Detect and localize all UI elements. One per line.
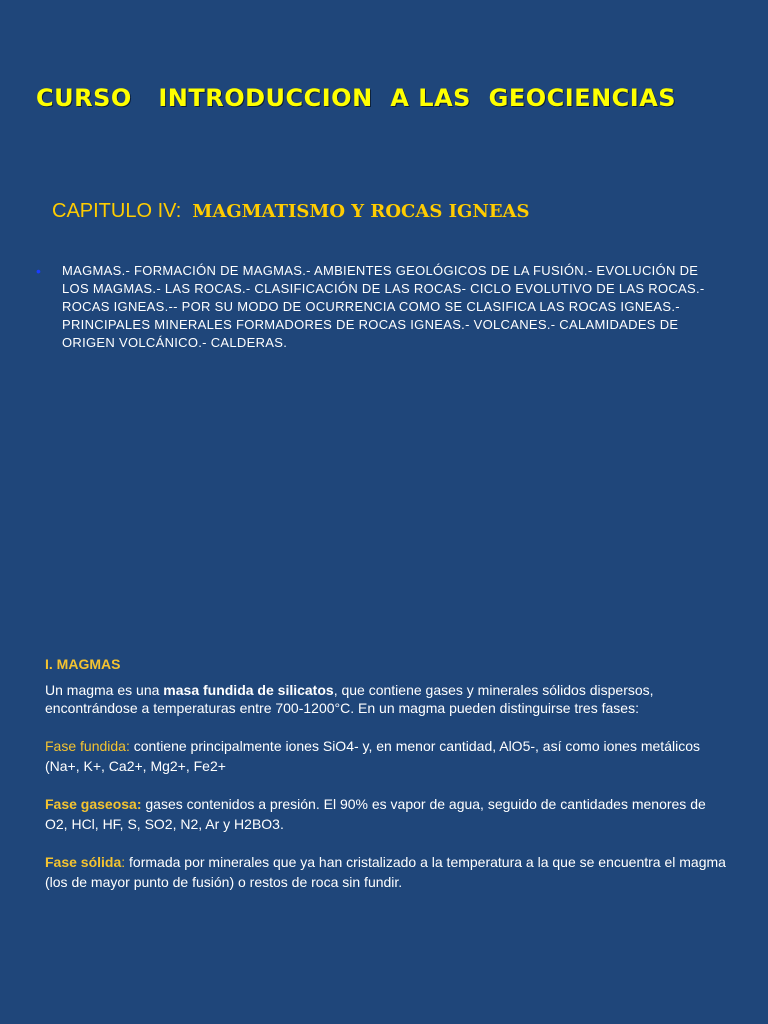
fase-solida (45, 853, 735, 891)
fase-fundida (45, 737, 735, 775)
topics-list (36, 262, 726, 352)
intro-text-start: Un magma es una (45, 682, 164, 698)
fase-fundida-ions: (Na+, K+, Ca2+, Mg2+, Fe2+ (45, 758, 226, 774)
bullet-icon: • (36, 263, 41, 279)
chapter-name: MAGMATISMO Y ROCAS IGNEAS (192, 201, 530, 222)
magma-intro (45, 681, 735, 717)
chapter-heading (52, 200, 530, 223)
intro-text-end: , que contiene gases y minerales sólidos dispersos, encontrándose a temperaturas entre 700-1200°C. En un magma pueden distinguirse tres fases: (45, 682, 654, 716)
course-title: CURSO INTRODUCCION A LAS GEOCIENCIAS (36, 84, 677, 112)
magmas-section (45, 655, 735, 911)
topics-text: MAGMAS.- FORMACIÓN DE MAGMAS.- AMBIENTES GEOLÓGICOS DE LA FUSIÓN.- EVOLUCIÓN DE LOS MAGMAS.- LAS ROCAS.- CLASIFICACIÓN DE LAS ROCAS- CICLO EVOLUTIVO DE LAS ROCAS.- ROCAS IGNEAS.-- POR SU MODO DE OCURRENCIA COMO SE CLASIFICA LAS ROCAS IGNEAS.- PRINCIPALES MINERALES FORMADORES DE ROCAS IGNEAS.- VOLCANES.- CALAMIDADES DE ORIGEN VOLCÁNICO.- CALDERAS. (62, 263, 705, 350)
fase-solida-text: formada por minerales que ya han cristalizado a la temperatura a la que se encuentra el magma (125, 854, 726, 870)
fase-gaseosa-text: gases contenidos a presión. El 90% es vapor de agua, seguido de cantidades menores de (141, 796, 706, 812)
chapter-label: CAPITULO IV: (52, 200, 182, 222)
fase-gaseosa-label: Fase gaseosa: (45, 796, 142, 812)
section-heading: I. MAGMAS (45, 656, 121, 672)
fase-solida-label: Fase sólida (45, 854, 122, 870)
fase-fundida-colon: : (125, 738, 130, 754)
fase-fundida-label: Fase fundida (45, 738, 126, 754)
fase-gaseosa (45, 795, 735, 833)
intro-bold: masa fundida de silicatos (163, 682, 334, 698)
fase-gaseosa-gases: O2, HCl, HF, S, SO2, N2, Ar y H2BO3. (45, 816, 284, 832)
fase-solida-colon: : (121, 854, 126, 870)
fase-solida-detail: (los de mayor punto de fusión) o restos de roca sin fundir. (45, 874, 403, 890)
fase-fundida-text: contiene principalmente iones SiO4- y, en menor cantidad, AlO5-, así como iones metálicos (129, 738, 700, 754)
